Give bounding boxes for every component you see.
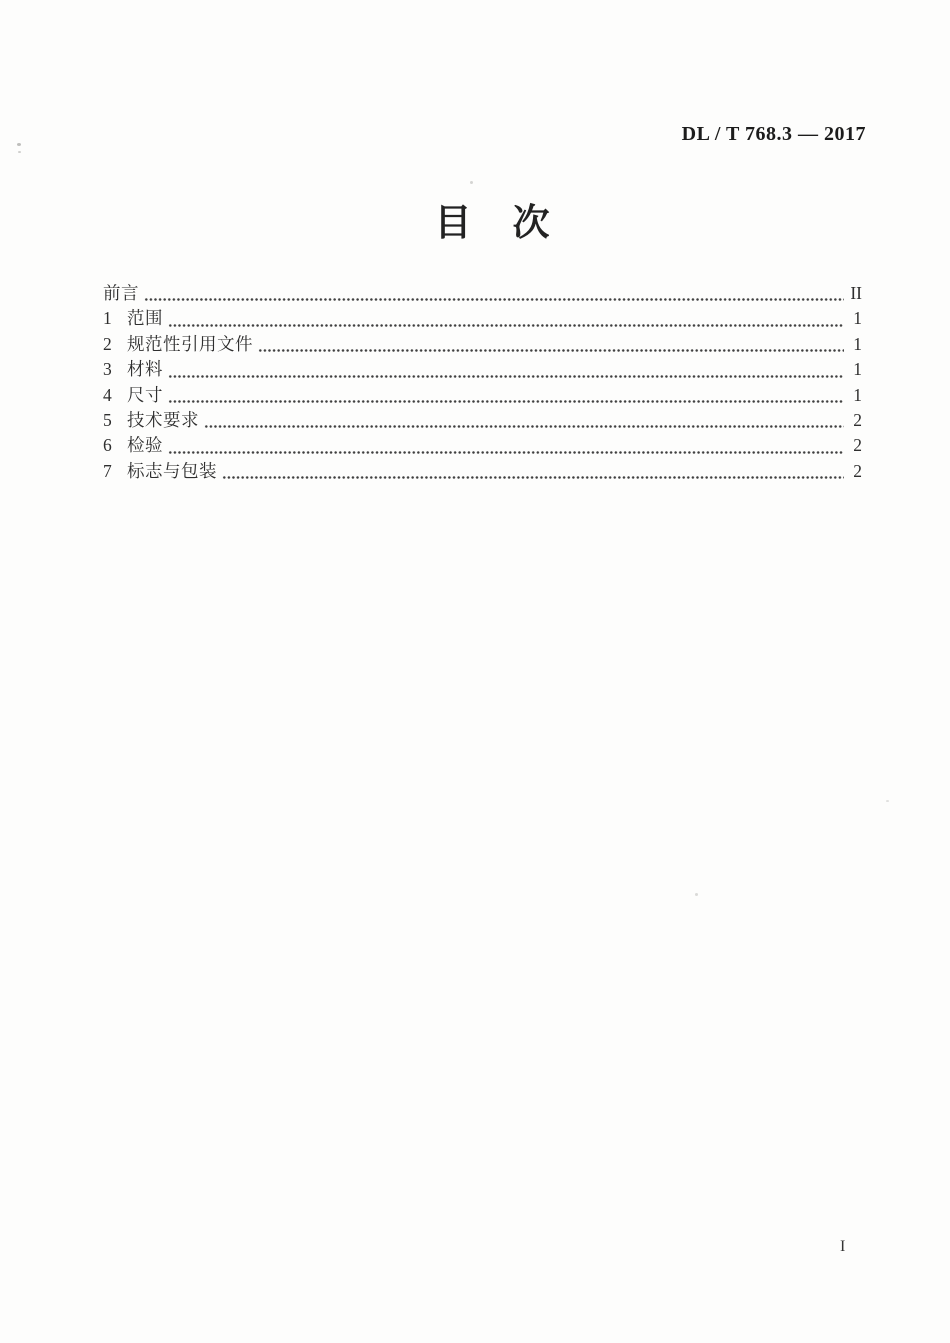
scan-speckle bbox=[695, 893, 698, 896]
toc-entry bbox=[103, 332, 862, 357]
toc-entry-number: 4 bbox=[103, 384, 112, 405]
toc-entry-label: 尺寸 bbox=[127, 384, 163, 405]
toc-entry-number: 1 bbox=[103, 308, 112, 329]
toc-entry-number: 5 bbox=[103, 409, 112, 430]
toc-title: 目 次 bbox=[434, 203, 552, 244]
toc-entry-number: 7 bbox=[103, 460, 112, 481]
toc-entry-page: 1 bbox=[853, 384, 862, 405]
toc-entry-label: 前言 bbox=[103, 283, 139, 303]
toc-entry-label: 标志与包装 bbox=[127, 460, 217, 481]
toc-entry bbox=[103, 306, 862, 331]
dotted-leader bbox=[168, 383, 844, 408]
toc-entry-page: 1 bbox=[853, 359, 862, 380]
toc-entry-page: 2 bbox=[853, 409, 862, 430]
standard-number-header: DL / T 768.3 — 2017 bbox=[681, 123, 866, 145]
toc-entry bbox=[103, 459, 862, 484]
scan-speckle bbox=[886, 800, 889, 802]
toc-entry bbox=[103, 357, 862, 382]
toc-entry-number: 6 bbox=[103, 435, 112, 456]
table-of-contents bbox=[103, 281, 862, 484]
scan-speckle bbox=[470, 181, 473, 184]
toc-entry-number: 2 bbox=[103, 333, 112, 354]
toc-entry-label: 技术要求 bbox=[127, 409, 199, 430]
dotted-leader bbox=[222, 459, 844, 484]
toc-entry-label: 检验 bbox=[127, 435, 163, 456]
dotted-leader bbox=[258, 332, 844, 357]
toc-entry bbox=[103, 433, 862, 458]
dotted-leader bbox=[168, 357, 844, 382]
toc-entry-page: 2 bbox=[853, 460, 862, 481]
dotted-leader bbox=[204, 408, 844, 433]
dotted-leader bbox=[168, 306, 844, 331]
page-number: I bbox=[840, 1238, 846, 1255]
toc-entry-label: 范围 bbox=[127, 308, 163, 329]
toc-entry-label: 材料 bbox=[127, 359, 163, 380]
toc-entry-page: 1 bbox=[853, 308, 862, 329]
dotted-leader bbox=[168, 433, 844, 458]
toc-entry bbox=[103, 408, 862, 433]
dotted-leader bbox=[144, 281, 844, 306]
toc-entry-page: 2 bbox=[853, 435, 862, 456]
toc-entry-number: 3 bbox=[103, 359, 112, 380]
toc-entry-page: 1 bbox=[853, 333, 862, 354]
scan-speckle bbox=[17, 143, 21, 146]
toc-entry bbox=[103, 281, 862, 306]
toc-entry-page: II bbox=[850, 283, 862, 303]
toc-entry-label: 规范性引用文件 bbox=[127, 333, 253, 354]
toc-entry bbox=[103, 383, 862, 408]
scan-speckle bbox=[18, 151, 21, 153]
